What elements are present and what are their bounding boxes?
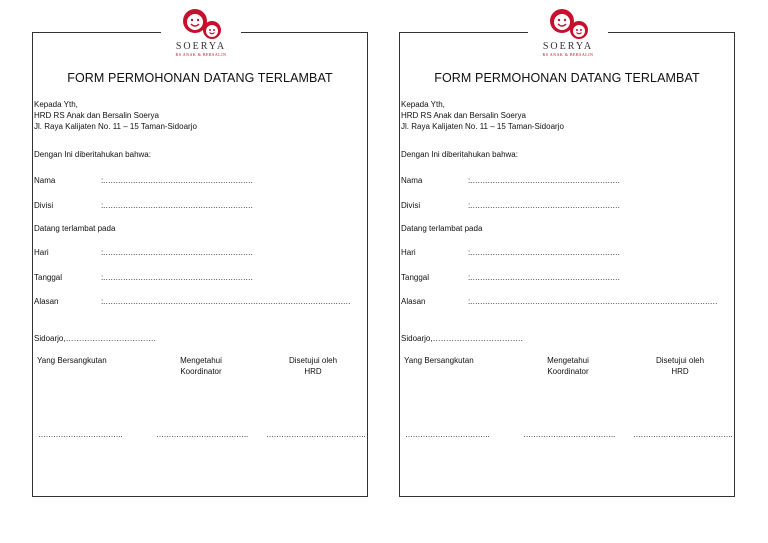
brand-name: SOERYA <box>175 41 227 52</box>
sig-mengetahui <box>161 355 241 377</box>
sig-disetujui <box>273 355 353 377</box>
sig-disetujui-line1: Disetujui oleh <box>288 356 338 365</box>
address-line: Kepada Yth, <box>401 100 445 109</box>
tanggal-label: Tanggal <box>34 273 63 282</box>
tanggal-field[interactable]: :…………………………………………………… <box>101 273 253 282</box>
signature-line-1[interactable]: ……………………………. <box>405 430 490 439</box>
sig-mengetahui-line2: Koordinator <box>180 367 222 376</box>
sig-mengetahui-line1: Mengetahui <box>547 356 589 365</box>
intro-text: Dengan Ini diberitahukan bahwa: <box>401 150 518 159</box>
tanggal-label: Tanggal <box>401 273 430 282</box>
sig-disetujui-line2: HRD <box>304 367 322 376</box>
brand-name: SOERYA <box>542 41 594 52</box>
hari-field[interactable]: :…………………………………………………… <box>468 248 620 257</box>
divisi-label: Divisi <box>34 201 54 210</box>
alasan-label: Alasan <box>34 297 59 306</box>
signature-line-2[interactable]: ………………………………. <box>156 430 248 439</box>
form-title: FORM PERMOHONAN DATANG TERLAMBAT <box>434 71 700 85</box>
faces-logo-icon <box>179 7 223 41</box>
datang-terlambat-label: Datang terlambat pada <box>401 224 483 233</box>
sig-mengetahui <box>528 355 608 377</box>
tanggal-field[interactable]: :…………………………………………………… <box>468 273 620 282</box>
hari-label: Hari <box>401 248 416 257</box>
nama-field[interactable]: :…………………………………………………… <box>468 176 620 185</box>
soerya-logo <box>161 7 241 59</box>
recipient-address <box>34 99 197 132</box>
signature-line-1[interactable]: ……………………………. <box>38 430 123 439</box>
form-right <box>399 32 735 497</box>
sig-mengetahui-line1: Mengetahui <box>180 356 222 365</box>
brand-subtitle: RS ANAK & BERSALIN <box>542 52 594 57</box>
address-line: Kepada Yth, <box>34 100 78 109</box>
recipient-address <box>401 99 564 132</box>
alasan-field[interactable]: :……………………………………………………………………………………… <box>468 297 718 306</box>
signature-line-2[interactable]: ………………………………. <box>523 430 615 439</box>
sig-disetujui <box>640 355 720 377</box>
alasan-label: Alasan <box>401 297 426 306</box>
soerya-logo <box>528 7 608 59</box>
faces-logo-icon <box>546 7 590 41</box>
address-line: HRD RS Anak dan Bersalin Soerya <box>34 111 159 120</box>
place-date[interactable]: Sidoarjo,……………………………. <box>401 334 523 343</box>
place-date[interactable]: Sidoarjo,……………………………. <box>34 334 156 343</box>
form-left <box>32 32 368 497</box>
alasan-field[interactable]: :……………………………………………………………………………………… <box>101 297 351 306</box>
address-line: HRD RS Anak dan Bersalin Soerya <box>401 111 526 120</box>
address-line: Jl. Raya Kalijaten No. 11 – 15 Taman-Sidoarjo <box>34 122 197 131</box>
sig-yang-bersangkutan: Yang Bersangkutan <box>37 356 107 365</box>
datang-terlambat-label: Datang terlambat pada <box>34 224 116 233</box>
divisi-label: Divisi <box>401 201 421 210</box>
sig-disetujui-line1: Disetujui oleh <box>655 356 705 365</box>
hari-label: Hari <box>34 248 49 257</box>
sig-yang-bersangkutan: Yang Bersangkutan <box>404 356 474 365</box>
signature-line-3[interactable]: …………………………………. <box>633 430 733 439</box>
divisi-field[interactable]: :…………………………………………………… <box>101 201 253 210</box>
brand-subtitle: RS ANAK & BERSALIN <box>175 52 227 57</box>
address-line: Jl. Raya Kalijaten No. 11 – 15 Taman-Sidoarjo <box>401 122 564 131</box>
form-title: FORM PERMOHONAN DATANG TERLAMBAT <box>67 71 333 85</box>
nama-field[interactable]: :…………………………………………………… <box>101 176 253 185</box>
nama-label: Nama <box>401 176 423 185</box>
signature-line-3[interactable]: …………………………………. <box>266 430 366 439</box>
nama-label: Nama <box>34 176 56 185</box>
sig-disetujui-line2: HRD <box>671 367 689 376</box>
hari-field[interactable]: :…………………………………………………… <box>101 248 253 257</box>
intro-text: Dengan Ini diberitahukan bahwa: <box>34 150 151 159</box>
sig-mengetahui-line2: Koordinator <box>547 367 589 376</box>
divisi-field[interactable]: :…………………………………………………… <box>468 201 620 210</box>
